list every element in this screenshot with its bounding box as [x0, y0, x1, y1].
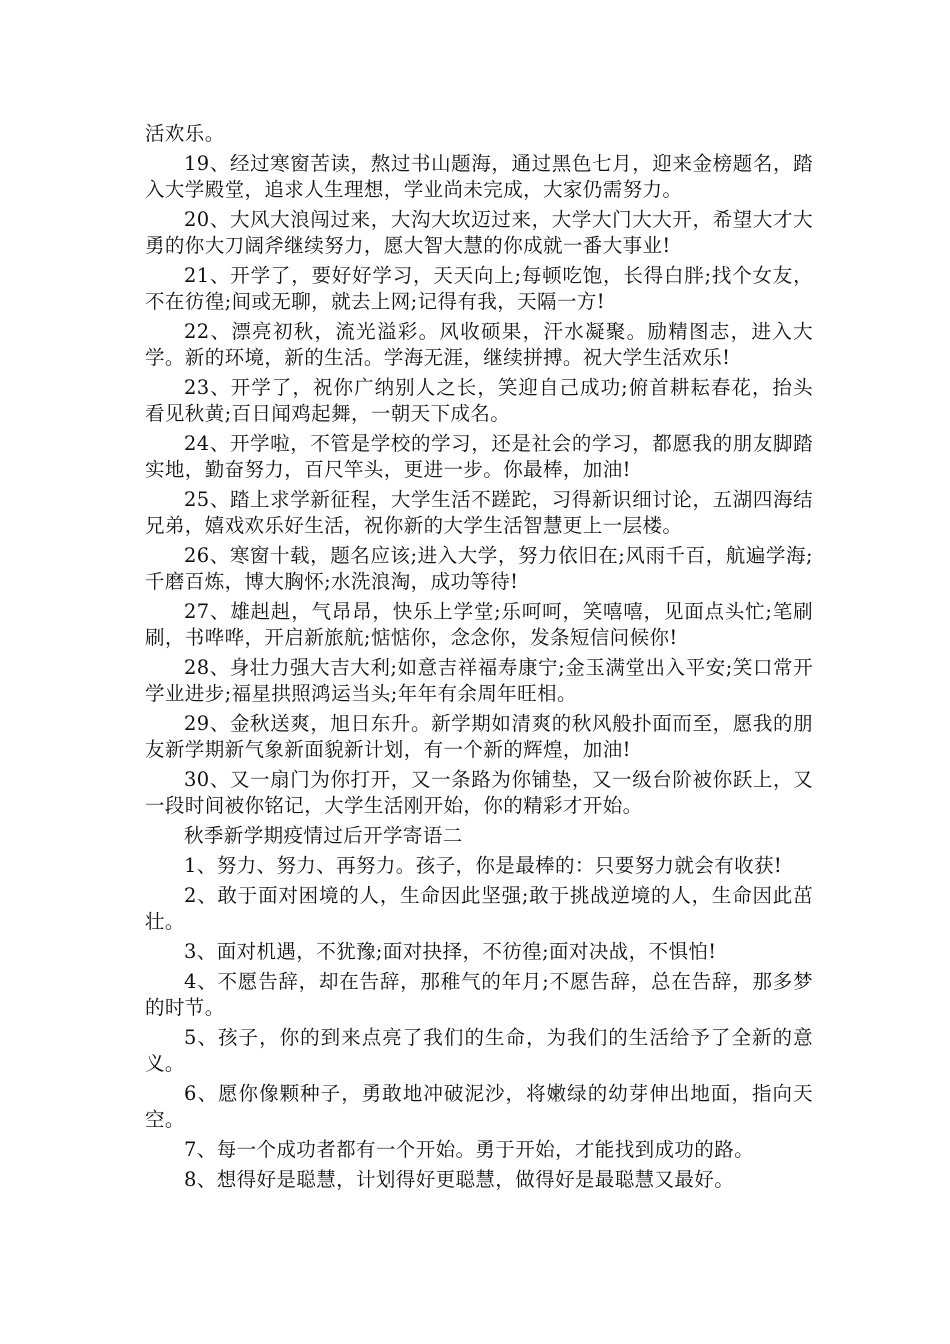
- paragraph: 30、又一扇门为你打开，又一条路为你铺垫，又一级台阶被你跃上，又一段时间被你铭记，大学生活刚开始，你的精彩才开始。: [145, 768, 813, 817]
- paragraph: 25、踏上求学新征程，大学生活不蹉跎，习得新识细讨论，五湖四海结兄弟，嬉戏欢乐好生活，祝你新的大学生活智慧更上一层楼。: [145, 488, 813, 537]
- paragraph: 22、漂亮初秋，流光溢彩。风收硕果，汗水凝聚。励精图志，进入大学。新的环境，新的生活。学海无涯，继续拼搏。祝大学生活欢乐!: [145, 320, 813, 369]
- paragraph: 26、寒窗十载，题名应该;进入大学，努力依旧在;风雨千百，航遍学海;千磨百炼，博大胸怀;水洗浪淘，成功等待!: [145, 544, 813, 593]
- paragraph: 5、孩子，你的到来点亮了我们的生命，为我们的生活给予了全新的意义。: [145, 1026, 813, 1075]
- paragraph: 21、开学了，要好好学习，天天向上;每顿吃饱，长得白胖;找个女友，不在彷徨;间或无聊，就去上网;记得有我，天隔一方!: [145, 264, 813, 313]
- paragraph: 29、金秋送爽，旭日东升。新学期如清爽的秋风般扑面而至，愿我的朋友新学期新气象新面貌新计划，有一个新的辉煌，加油!: [145, 712, 813, 761]
- paragraph: 1、努力、努力、再努力。孩子，你是最棒的：只要努力就会有收获!: [184, 854, 783, 877]
- paragraph: 19、经过寒窗苦读，熬过书山题海，通过黑色七月，迎来金榜题名，踏入大学殿堂，追求人生理想，学业尚未完成，大家仍需努力。: [145, 152, 813, 201]
- paragraph: 4、不愿告辞，却在告辞，那稚气的年月;不愿告辞，总在告辞，那多梦的时节。: [145, 970, 813, 1019]
- paragraph: 24、开学啦，不管是学校的学习，还是社会的学习，都愿我的朋友脚踏实地，勤奋努力，百尺竿头，更进一步。你最棒，加油!: [145, 432, 813, 481]
- paragraph: 20、大风大浪闯过来，大沟大坎迈过来，大学大门大大开，希望大才大勇的你大刀阔斧继续努力，愿大智大慧的你成就一番大事业!: [145, 208, 813, 257]
- paragraph: 3、面对机遇，不犹豫;面对抉择，不彷徨;面对决战，不惧怕!: [184, 940, 717, 963]
- paragraph: 23、开学了，祝你广纳别人之长，笑迎自己成功;俯首耕耘春花，抬头看见秋黄;百日闻鸡起舞，一朝天下成名。: [145, 376, 813, 425]
- paragraph: 7、每一个成功者都有一个开始。勇于开始，才能找到成功的路。: [184, 1138, 755, 1161]
- section-heading: 秋季新学期疫情过后开学寄语二: [184, 824, 463, 847]
- paragraph: 6、愿你像颗种子，勇敢地冲破泥沙，将嫩绿的幼芽伸出地面，指向天空。: [145, 1082, 813, 1131]
- paragraph: 28、身壮力强大吉大利;如意吉祥福寿康宁;金玉满堂出入平安;笑口常开学业进步;福星拱照鸿运当头;年年有余周年旺相。: [145, 656, 813, 705]
- paragraph: 8、想得好是聪慧，计划得好更聪慧，做得好是最聪慧又最好。: [184, 1168, 735, 1191]
- paragraph: 活欢乐。: [145, 122, 225, 145]
- document-body: [145, 121, 813, 1197]
- paragraph: 2、敢于面对困境的人，生命因此坚强;敢于挑战逆境的人，生命因此茁壮。: [145, 884, 813, 933]
- paragraph: 27、雄赳赳，气昂昂，快乐上学堂;乐呵呵，笑嘻嘻，见面点头忙;笔刷刷，书哗哗，开启新旅航;惦惦你，念念你，发条短信问候你!: [145, 600, 813, 649]
